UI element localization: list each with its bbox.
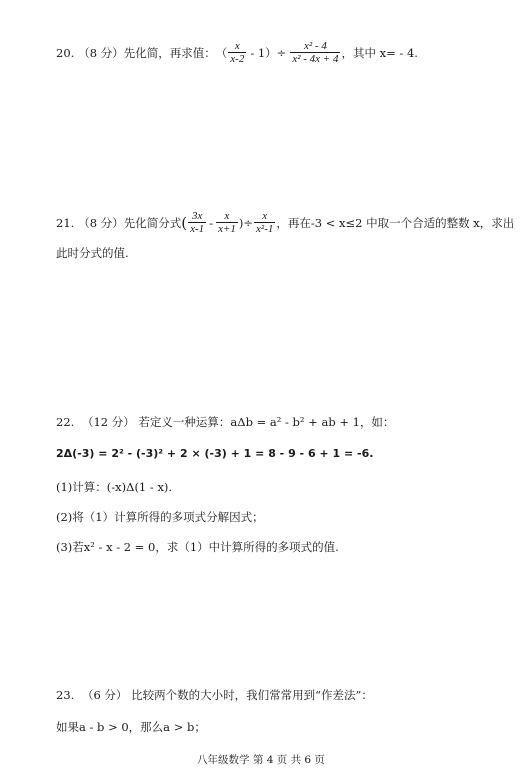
q22-example: 2Δ(-3) = 2² - (-3)² + 2 × (-3) + 1 = 8 - 9 - 6 + 1 = -6.	[56, 447, 374, 460]
q21-fraction-3	[254, 210, 275, 235]
question-20	[56, 40, 418, 65]
q21-fraction-1-numerator: 3x	[191, 210, 203, 222]
q20-fraction-1-numerator: x	[234, 40, 240, 52]
q21-fraction-3-denominator: x²-1	[256, 223, 274, 235]
q20-fraction-1-denominator: x-2	[230, 53, 245, 65]
q21-fraction-1-denominator: x-1	[190, 223, 205, 235]
q20-condition: ，其中 x= - 4.	[341, 45, 418, 60]
q22-part-1: (1)计算：(-x)Δ(1 - x).	[56, 480, 173, 494]
q21-divide: )÷	[238, 215, 254, 230]
q23-number: 23.	[56, 688, 75, 702]
q20-fraction-2	[290, 40, 340, 65]
q21-line-2: 此时分式的值.	[56, 246, 129, 260]
q20-minus-one: - 1）÷	[250, 45, 287, 60]
q23-line-2: 如果a - b > 0，那么a > b；	[56, 720, 206, 734]
q20-fraction-1	[228, 40, 246, 65]
q23-text: 比较两个数的大小时，我们常常用到“作差法”：	[131, 688, 373, 702]
q22-number: 22.	[56, 415, 75, 429]
q21-rest: ，再在-3 < x≤2 中取一个合适的整数 x，求出	[276, 215, 515, 230]
q21-fraction-2-numerator: x	[224, 210, 230, 222]
q22-part-2: (2)将（1）计算所得的多项式分解因式；	[56, 510, 264, 524]
q22-score: （12 分）	[81, 415, 135, 429]
page-footer: 八年级数学 第 4 页 共 6 页	[197, 754, 325, 766]
q21-instruction: 先化简分式	[123, 215, 182, 230]
q20-score: （8 分）	[78, 45, 124, 60]
q20-instruction: 先化简，再求值：	[123, 45, 216, 60]
q21-fraction-1	[188, 210, 206, 235]
q20-number: 20.	[56, 45, 75, 60]
q22-definition: 若定义一种运算：aΔb = a² - b² + ab + 1，如：	[138, 415, 395, 429]
q21-fraction-2	[216, 210, 238, 235]
q23-score: （6 分）	[81, 688, 128, 702]
question-21: 21. （8 分） 先化简分式 ( $\frac{3x}{x-1}$ - $\frac{x}{x+1}$ )÷ $\frac{x}{\text{x²-1}}$ ，再在-3 < x≤2 中取一个合适的整数 x，求出	[56, 210, 515, 235]
q20-fraction-2-denominator: x² - 4x + 4	[292, 53, 339, 65]
question-23	[56, 688, 373, 702]
q21-score: （8 分）	[78, 215, 124, 230]
q21-fraction-2-denominator: x+1	[218, 223, 236, 235]
q22-part-3: (3)若x² - x - 2 = 0，求（1）中计算所得的多项式的值.	[56, 540, 339, 554]
q21-number: 21.	[56, 215, 75, 230]
question-22	[56, 415, 394, 429]
q21-minus: -	[209, 215, 214, 230]
q20-fraction-2-numerator: x² - 4	[303, 40, 327, 52]
q20-open-paren: （	[215, 45, 228, 60]
q21-fraction-3-numerator: x	[262, 210, 268, 222]
